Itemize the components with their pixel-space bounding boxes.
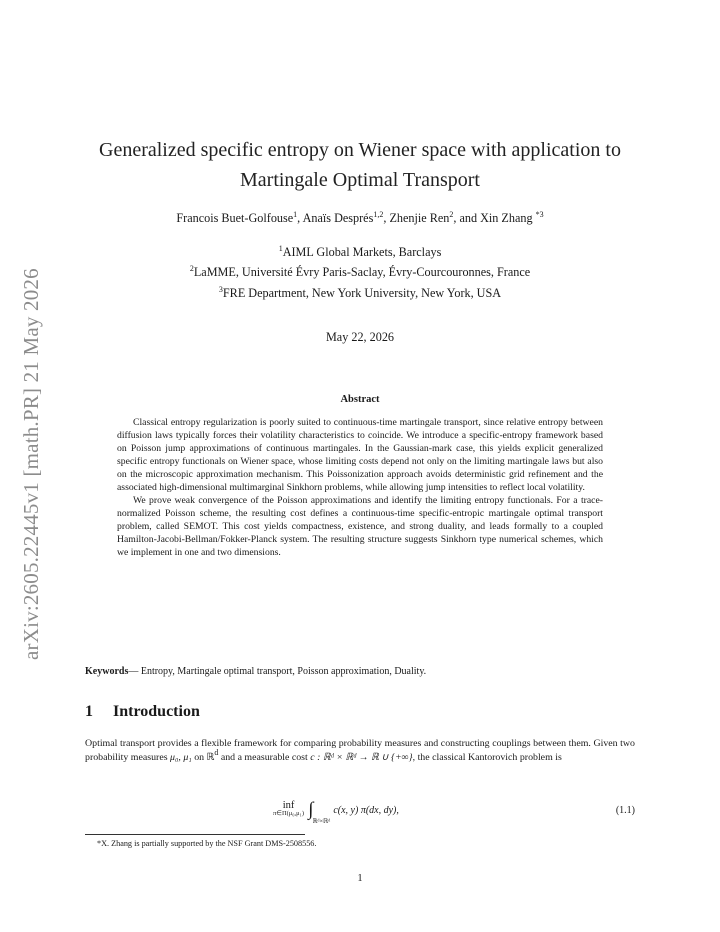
section-number: 1: [85, 703, 93, 720]
integral-sign: ∫: [308, 799, 314, 820]
author-affiliation-mark: 1: [293, 210, 298, 219]
affiliation-1: [60, 245, 660, 260]
abstract-paragraph: Classical entropy regularization is poorly suited to continuous-time martingale transport, since relative entropy between diffusion laws typically forces their volatility characteristics to coincide. We introduce a specific-entropy framework based on Poisson jump approximations of continuous martingales. In the Gaussian-mark case, this yields explicit generalized specific entropy functionals on Wiener space, whose limiting costs depend not only on the limiting martingale laws but also on the microscopic approximation mechanism. This Poissonization approach avoids deterministic grid refinement and the associated high-dimensional multimarginal Sinkhorn problems, while allowing jump intensities to reflect local volatility.: [117, 417, 603, 493]
footnote-rule: [85, 834, 305, 835]
affiliation-mark: 2: [189, 264, 194, 273]
intro-math-dim: d: [214, 748, 219, 757]
keywords-line: [85, 666, 635, 677]
page-number: 1: [357, 873, 363, 884]
author-affiliation-mark: 2: [449, 210, 454, 219]
section-heading: [85, 703, 200, 721]
keywords-label: Keywords: [85, 666, 129, 677]
paper-date: May 22, 2026: [325, 330, 395, 344]
intro-text: Optimal transport provides a flexible framework for comparing probability measures and constructing couplings between them. Given two probability measures: [85, 738, 635, 763]
affiliation-mark: 3: [218, 285, 223, 294]
intro-text: , the classical Kantorovich problem is: [412, 752, 562, 763]
affiliation-3: [60, 286, 660, 301]
author-name: Xin Zhang: [480, 211, 533, 225]
author-name: Zhenjie Ren: [389, 211, 450, 225]
intro-paragraph: [85, 737, 635, 765]
equation-integrand: c(x, y) π(dx, dy),: [333, 805, 399, 816]
author-affiliation-mark: 1,2: [373, 210, 384, 219]
affiliation-2: [60, 265, 660, 280]
equation-infimum: [273, 800, 304, 817]
affiliation-text: LaMME, Université Évry Paris-Saclay, Évry-Courcouronnes, France: [193, 265, 531, 279]
keywords-text: — Entropy, Martingale optimal transport, Poisson approximation, Duality.: [128, 666, 427, 677]
abstract-heading: Abstract: [340, 394, 380, 405]
intro-text: and a measurable cost: [218, 752, 311, 763]
equation-body: [273, 800, 399, 825]
footnote: *X. Zhang is partially supported by the NSF Grant DMS-2508556.: [97, 839, 317, 848]
author-list: Francois Buet-Golfouse$^1$, Anaïs Després$^{1,2}$, Zhenjie Ren$^2$, and Xin Zhang $^{*3}$: [176, 210, 544, 225]
author-affiliation-mark: *3: [535, 210, 544, 219]
section-title: Introduction: [113, 703, 200, 720]
title-line-1: Generalized specific entropy on Wiener space with application to: [99, 139, 621, 161]
intro-text: on: [191, 752, 207, 763]
paper-title: [70, 135, 650, 195]
abstract-body: [117, 416, 603, 559]
intro-math-space: ℝ: [206, 752, 215, 763]
infimum-subscript: π∈Π(μ₀,μ₁): [273, 810, 305, 817]
title-line-2: Martingale Optimal Transport: [240, 169, 480, 191]
affiliation-text: AIML Global Markets, Barclays: [282, 245, 442, 259]
arxiv-side-identifier: arXiv:2605.22445v1 [math.PR] 21 May 2026: [19, 268, 43, 660]
equation-number: (1.1): [615, 805, 635, 816]
affiliation-text: FRE Department, New York University, New York, USA: [222, 286, 502, 300]
affiliation-mark: 1: [278, 244, 283, 253]
abstract-paragraph: We prove weak convergence of the Poisson approximations and identify the limiting entropy functionals. For a trace-normalized Poisson scheme, the resulting cost defines a continuous-time specific-entropic martingale optimal transport problem, called SEMOT. This cost yields compactness, existence, and strong duality, and leads formally to a coupled Hamilton-Jacobi-Bellman/Fokker-Planck system. The resulting structure suggests Sinkhorn type numerical schemes, which we implement in one and two dimensions.: [117, 495, 603, 558]
intro-math-measures: μ₀, μ₁: [170, 752, 192, 763]
author-name: Francois Buet-Golfouse: [176, 211, 294, 225]
equation-1-1: [85, 800, 635, 828]
integral-subscript: ℝᵈ×ℝᵈ: [312, 818, 331, 825]
author-name: Anaïs Després: [302, 211, 374, 225]
infimum-operator: inf: [282, 800, 295, 811]
intro-math-cost: c : ℝᵈ × ℝᵈ → ℝ ∪ {+∞}: [310, 752, 413, 763]
